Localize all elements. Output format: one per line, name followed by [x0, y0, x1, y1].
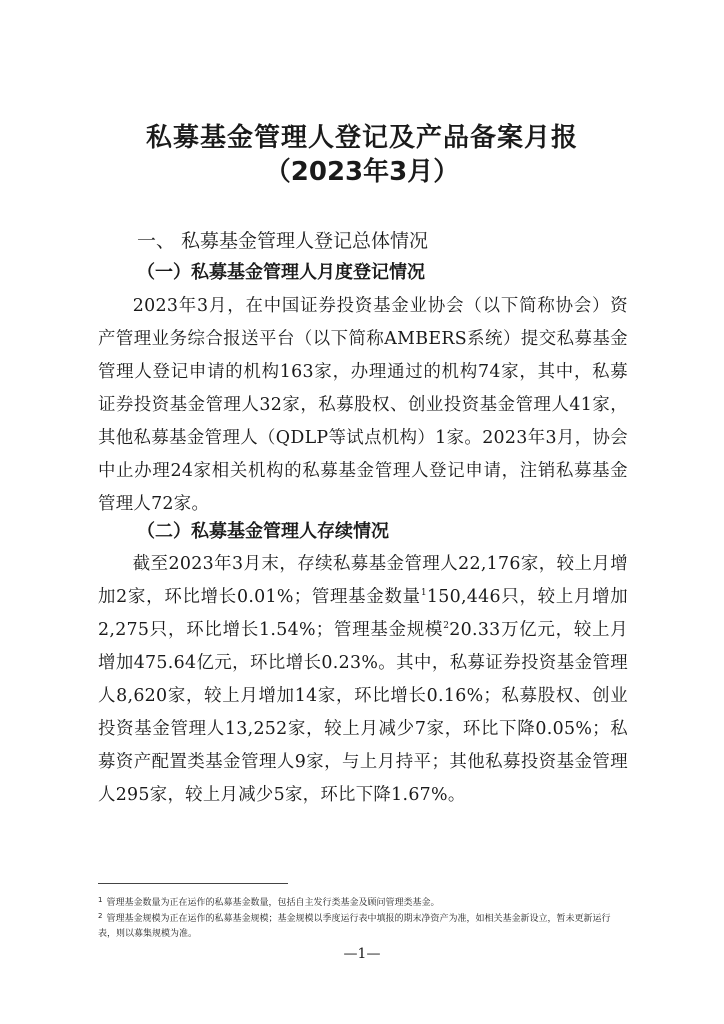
footnote-2	[98, 909, 628, 942]
paragraph-text-part-a: 截至2023年3月末，存续私募基金管理人22,176家，较上月增加2家，环比增长0.01%；管理基金数量	[98, 554, 628, 607]
footnote-divider	[98, 883, 288, 884]
paragraph-existing-managers	[98, 548, 628, 812]
document-subtitle: （2023年3月）	[264, 157, 460, 187]
footnote-1-text: 管理基金数量为正在运作的私募基金数量，包括自主发行类基金及顾问管理类基金。	[106, 898, 440, 908]
document-title: 私募基金管理人登记及产品备案月报	[145, 123, 578, 153]
paragraph-monthly-registration: 2023年3月，在中国证券投资基金业协会（以下简称协会）资产管理业务综合报送平台（以下简称AMBERS系统）提交私募基金管理人登记申请的机构163家，办理通过的机构74家，其中，私募证券投资基金管理人32家，私募股权、创业投资基金管理人41家，其他私募基金管理人（QDLP等试点机构）1家。2023年3月，协会中止办理24家相关机构的私募基金管理人登记申请，注销私募基金管理人72家。	[98, 296, 628, 514]
footnote-ref-2[interactable]: 2	[443, 621, 450, 631]
page-number: —1—	[343, 946, 381, 962]
footnote-2-mark: 2	[98, 912, 103, 920]
subsection-heading-2: （二）私募基金管理人存续情况	[137, 521, 389, 542]
paragraph-text-part-c: 20.33万亿元，较上月增加475.64亿元，环比增长0.23%。其中，私募证券投资基金管理人8,620家，较上月增加14家，环比增长0.16%；私募股权、创业投资基金管理人13,252家，较上月减少7家，环比下降0.05%；私募资产配置类基金管理人9家，与上月持平；其他私募投资基金管理人295家，较上月减少5家，环比下降1.67%。	[98, 620, 628, 805]
footnote-2-text: 管理基金规模为正在运作的私募基金规模；基金规模以季度运行表中填报的期末净资产为准，如相关基金新设立，暂未更新运行表，则以募集规模为准。	[98, 914, 611, 939]
footnote-1-mark: 1	[98, 896, 103, 904]
section-heading-1: 一、 私募基金管理人登记总体情况	[137, 230, 429, 252]
paragraph-text-part-b: 150,446只，较上月增加2,275只，环比增长1.54%；管理基金规模	[98, 587, 628, 640]
footnote-ref-1[interactable]: 1	[420, 588, 427, 598]
subsection-heading-1: （一）私募基金管理人月度登记情况	[137, 262, 425, 283]
